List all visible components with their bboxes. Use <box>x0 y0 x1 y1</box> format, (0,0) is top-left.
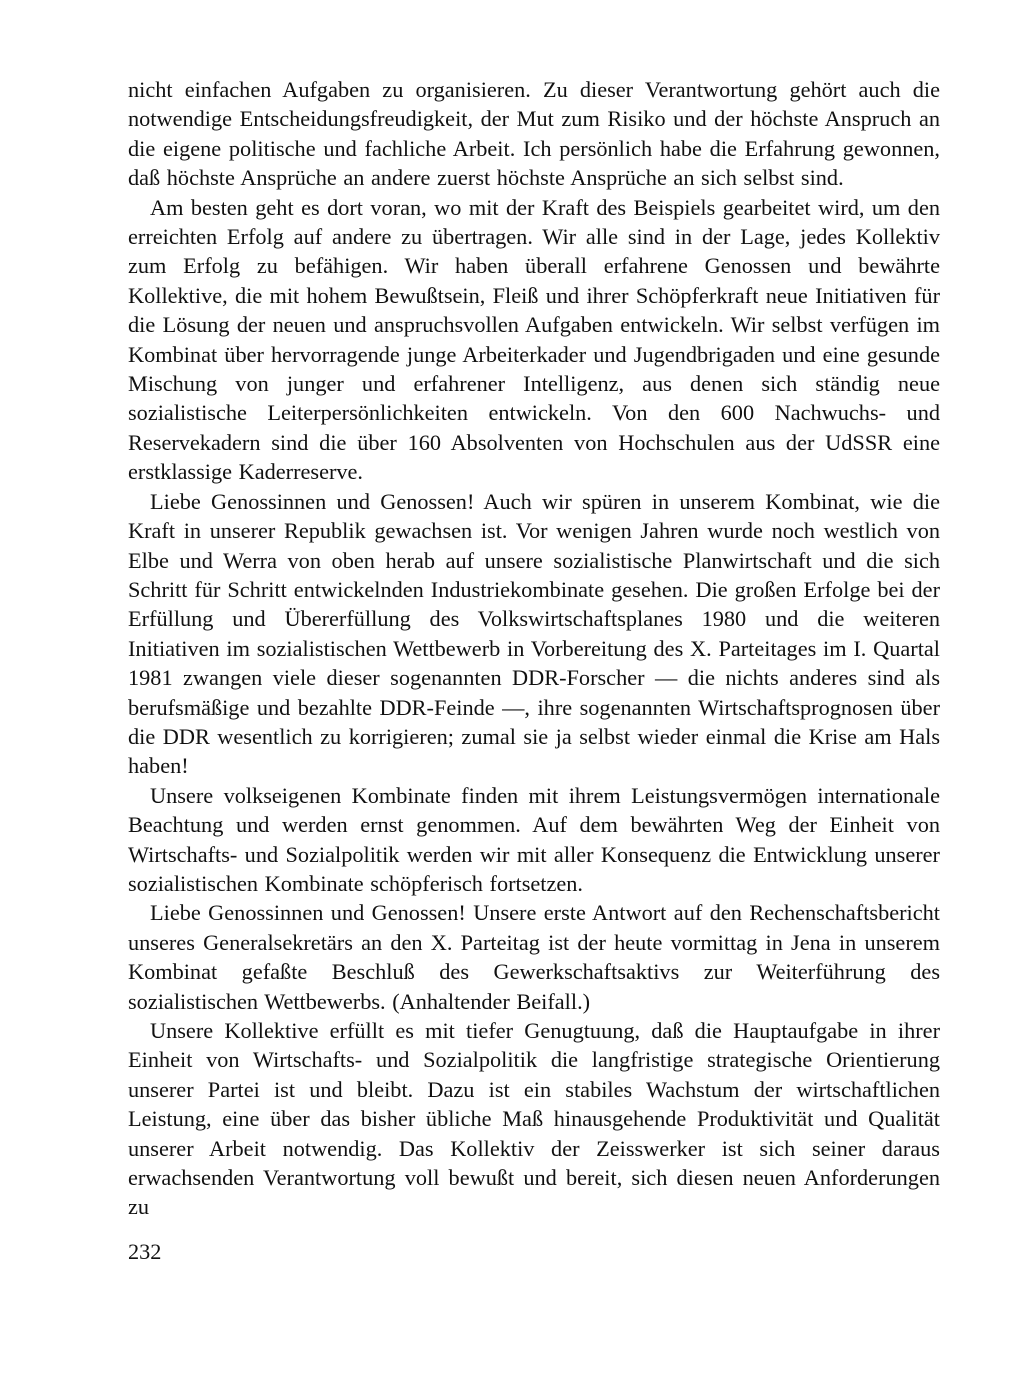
body-text <box>128 75 940 1222</box>
page-number: 232 <box>128 1239 162 1264</box>
paragraph-continuation: nicht einfachen Aufgaben zu organisieren. Zu dieser Verantwortung gehört auch die notwendige Entscheidungsfreudigkeit, der Mut zum Risiko und der höchste Anspruch an die eigene politische und fachliche Arbeit. Ich persönlich habe die Erfahrung gewonnen, daß höchste Ansprüche an andere zuerst höchste Ansprüche an sich selbst sind. <box>128 77 940 191</box>
paragraph: Am besten geht es dort voran, wo mit der Kraft des Beispiels gearbeitet wird, um den erreichten Erfolg auf andere zu übertragen. Wir alle sind in der Lage, jedes Kollektiv zum Erfolg zu befähigen. Wir haben überall erfahrene Genossen und bewährte Kollektive, die mit hohem Bewußtsein, Fleiß und ihrer Schöpferkraft neue Initiativen für die Lösung der neuen und anspruchsvollen Aufgaben entwickeln. Wir selbst verfügen im Kombinat über hervorragende junge Arbeiterkader und Jugendbrigaden und eine gesunde Mischung von junger und erfahrener Intelligenz, aus denen sich ständig neue sozialistische Leiterpersönlichkeiten entwickeln. Von den 600 Nachwuchs- und Reservekadern sind die über 160 Absolventen von Hochschulen aus der UdSSR eine erstklassige Kaderreserve. <box>128 194 940 485</box>
paragraph: Unsere Kollektive erfüllt es mit tiefer Genugtuung, daß die Hauptaufgabe in ihrer Einheit von Wirtschafts- und Sozialpolitik die langfristige strategische Orientierung unserer Partei ist und bleibt. Dazu ist ein stabiles Wachstum der wirtschaftlichen Leistung, eine über das bisher übliche Maß hinausgehende Produktivität und Qualität unserer Arbeit notwendig. Das Kollektiv der Zeisswerker ist sich seiner daraus erwachsenden Verantwortung voll bewußt und bereit, sich diesen neuen Anforderungen zu <box>128 1018 940 1220</box>
paragraph: Liebe Genossinnen und Genossen! Auch wir spüren in unserem Kombinat, wie die Kraft in unserer Republik gewachsen ist. Vor wenigen Jahren wurde noch westlich von Elbe und Werra von oben herab auf unsere sozialistische Planwirtschaft und die sich Schritt für Schritt entwickelnden Industriekombinate gesehen. Die großen Erfolge bei der Erfüllung und Übererfüllung des Volkswirtschaftsplanes 1980 und die weiteren Initiativen im sozialistischen Wettbewerb in Vorbereitung des X. Parteitages im I. Quartal 1981 zwangen viele dieser sogenannten DDR-Forscher — die nichts anderes sind als berufsmäßige und bezahlte DDR-Feinde —, ihre sogenannten Wirtschaftsprognosen über die DDR wesentlich zu korrigieren; zumal sie ja selbst wieder einmal die Krise am Hals haben! <box>128 488 940 779</box>
paragraph: Unsere volkseigenen Kombinate finden mit ihrem Leistungsvermögen internationale Beachtung und werden ernst genommen. Auf dem bewährten Weg der Einheit von Wirtschafts- und Sozialpolitik werden wir mit aller Konsequenz die Entwicklung unserer sozialistischen Kombinate schöpferisch fortsetzen. <box>128 782 940 896</box>
paragraph: Liebe Genossinnen und Genossen! Unsere erste Antwort auf den Rechenschaftsbericht unseres Generalsekretärs an den X. Parteitag ist der heute vormittag in Jena in unserem Kombinat gefaßte Beschluß des Gewerkschaftsaktivs zur Weiterführung des sozialistischen Wettbewerbs. (Anhaltender Beifall.) <box>128 900 940 1014</box>
